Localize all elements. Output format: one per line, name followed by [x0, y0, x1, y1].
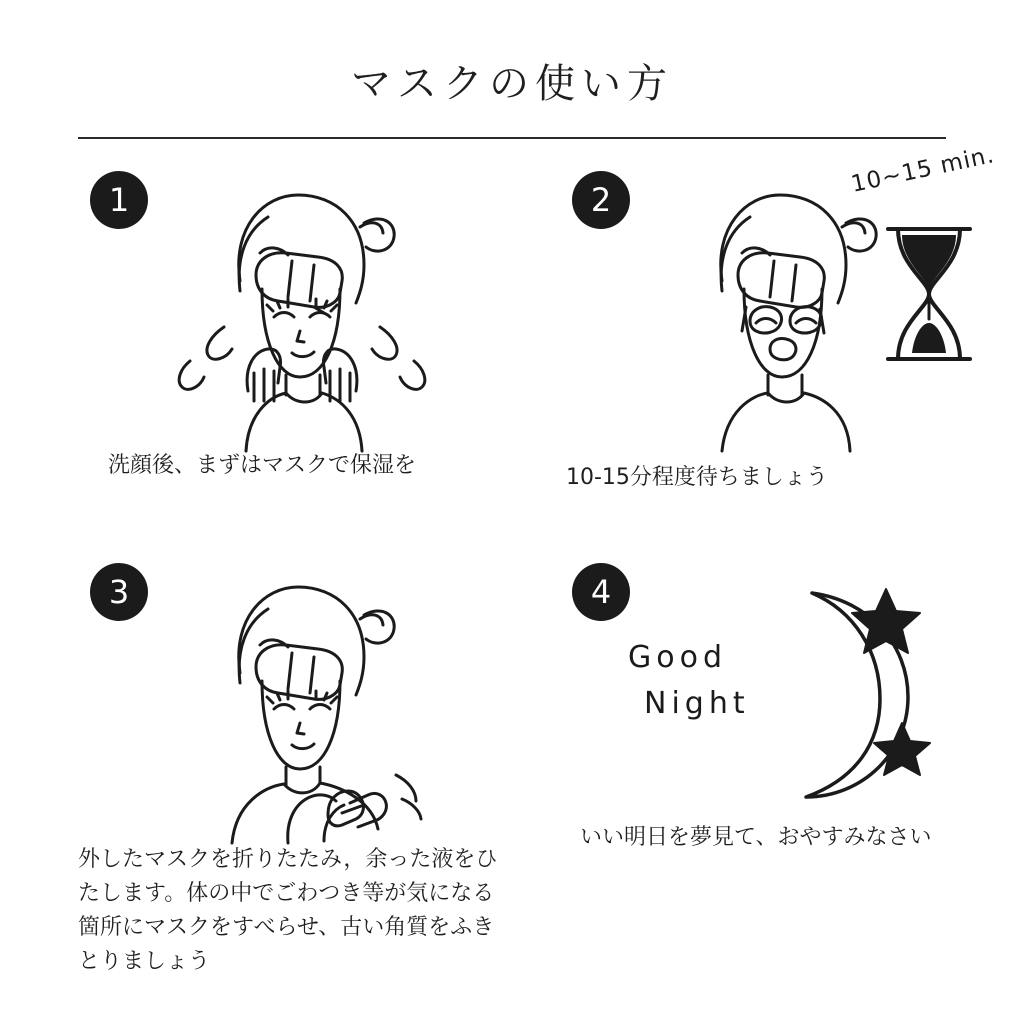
step-number-badge-1: 1 — [90, 171, 148, 229]
timer-label: 10~15 min. — [849, 142, 998, 198]
page-title: マスクの使い方 — [351, 61, 673, 107]
step-illustration-1 — [128, 161, 468, 451]
step-caption-3: 外したマスクを折りたたみ，余った液をひたします。体の中でごわつき等が気になる箇所にマスクをすべらせ、古い角質をふきとりましょう — [78, 847, 498, 974]
title-divider — [78, 137, 946, 139]
good-night-line-1: Good — [628, 640, 727, 675]
step-caption-1: 洗顔後、まずはマスクで保湿を — [108, 453, 417, 478]
step-number-badge-4: 4 — [572, 563, 630, 621]
step-caption-2: 10-15分程度待ちましょう — [566, 465, 828, 490]
step-caption-4: いい明日を夢見て、おやすみなさい — [580, 825, 932, 850]
step-card-4 — [560, 553, 1000, 973]
step-number-badge-3: 3 — [90, 563, 148, 621]
step-card-3 — [78, 553, 518, 973]
step-number-badge-2: 2 — [572, 171, 630, 229]
step-illustration-3 — [128, 553, 468, 843]
step-illustration-4 — [600, 583, 940, 813]
step-card-1 — [78, 161, 518, 541]
good-night-text — [628, 635, 750, 727]
hourglass-icon — [874, 219, 984, 369]
good-night-line-2: Night — [644, 686, 750, 721]
step-card-2 — [560, 142, 1000, 541]
